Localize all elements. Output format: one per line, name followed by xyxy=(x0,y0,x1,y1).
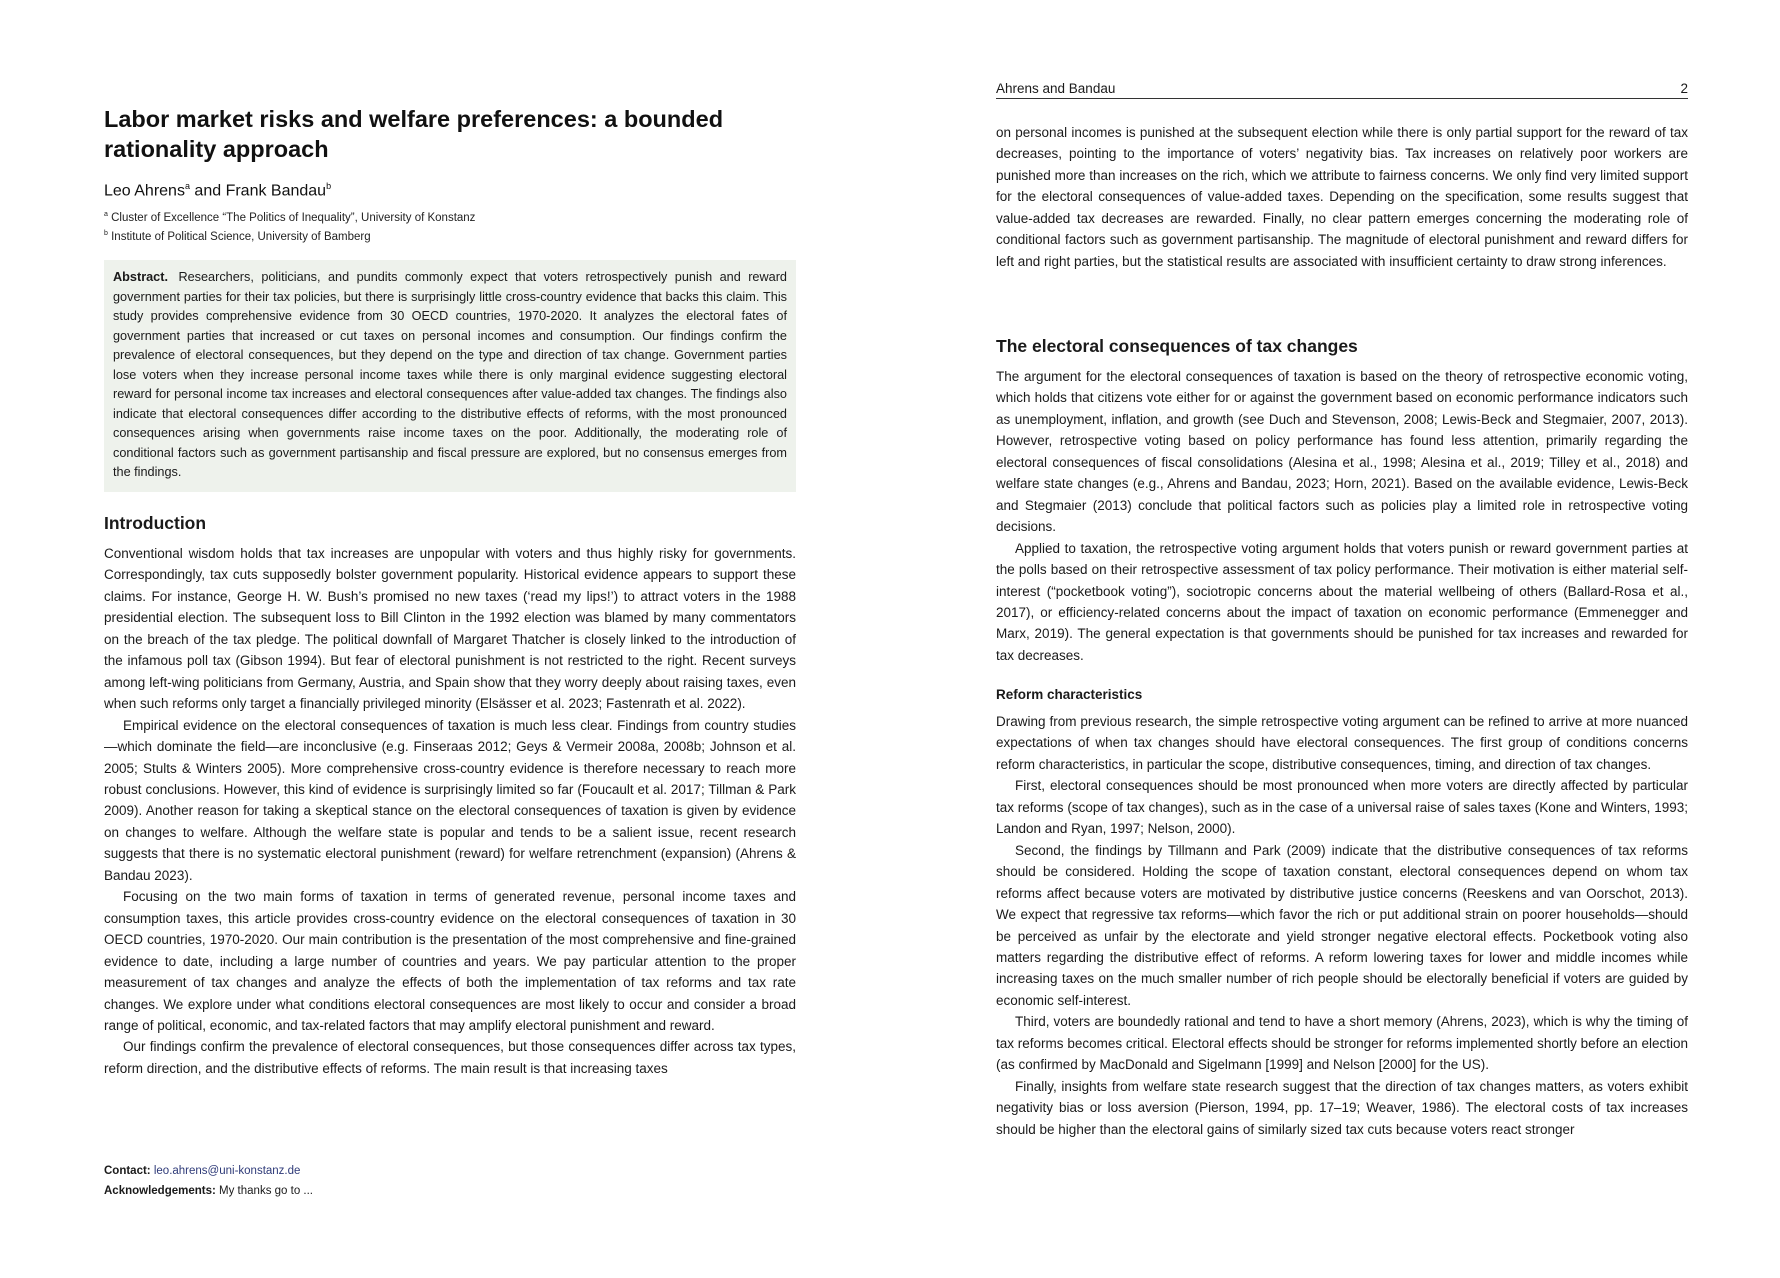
body-paragraph: The argument for the electoral consequences of taxation is based on the theory of retrospective economic voting, which holds that citizens vote either for or against the government based on economic performance indicators such as unemployment, inflation, and growth (see Duch and Stevenson, 2008; Lewis-Beck and Stegmaier, 2007, 2013). However, retrospective voting based on policy performance has found less attention, primarily regarding the electoral consequences of fiscal consolidations (Alesina et al., 1998; Alesina et al., 2019; Tilley et al., 2018) and welfare state changes (e.g., Ahrens and Bandau, 2023; Horn, 2021). Based on the available evidence, Lewis-Beck and Stegmaier (2013) conclude that political factors such as policies play a limited role in retrospective voting decisions. xyxy=(996,369,1688,535)
body-paragraph: Our findings confirm the prevalence of electoral consequences, but those consequences differ across tax types, reform direction, and the distributive effects of reforms. The main result is that increasing taxes xyxy=(104,1039,796,1076)
affiliation-marker: a xyxy=(104,211,108,218)
author-affil-marker: b xyxy=(326,181,332,191)
body-paragraph: on personal incomes is punished at the subsequent election while there is only partial support for the reward of tax decreases, pointing to the importance of voters’ negativity bias. Tax increases on relatively poor workers are punished more than increases on the rich, which we attribute to fairness concerns. We only find very limited support for the electoral consequences of value-added taxes. Depending on the specification, some results suggest that value-added tax decreases are rewarded. Finally, no clear pattern emerges concerning the moderating role of conditional factors such as government partisanship. The magnitude of electoral punishment and reward differs for left and right parties, but the statistical results are associated with insufficient certainty to draw strong inferences. xyxy=(996,125,1688,269)
author-name: Leo Ahrens xyxy=(104,182,185,200)
body-paragraph: Third, voters are boundedly rational and tend to have a short memory (Ahrens, 2023), which is why the timing of tax reforms becomes critical. Electoral effects should be stronger for reforms implemented shortly before an election (as confirmed by MacDonald and Sigelmann [1999] and Nelson [2000] for the US). xyxy=(996,1014,1688,1073)
abstract-label: Abstract. xyxy=(113,270,168,284)
footnote-area xyxy=(104,1161,313,1201)
affiliation-marker: b xyxy=(104,230,108,237)
abstract-text: Researchers, politicians, and pundits commonly expect that voters retrospectively punish and reward government parties for their tax policies, but there is surprisingly little cross-country evidence that backs this claim. This study provides comprehensive evidence from 30 OECD countries, 1970-2020. It analyzes the electoral fates of government parties that increased or cut taxes on personal incomes and consumption. Our findings confirm the prevalence of electoral consequences, but they depend on the type and direction of tax change. Government parties lose voters when they increase personal income taxes while there is only marginal evidence suggesting electoral reward for personal income tax increases and electoral consequences after value-added tax changes. The findings also indicate that electoral consequences differ according to the distributive effects of reforms, with the most pronounced consequences arising when governments raise income taxes on the poor. Additionally, the moderating role of conditional factors such as government partisanship and fiscal pressure are explored, but no consensus emerges from the findings. xyxy=(113,270,787,480)
acknowledgements-text: My thanks go to ... xyxy=(219,1185,313,1197)
contact-line xyxy=(104,1161,313,1181)
body-paragraph: Drawing from previous research, the simple retrospective voting argument can be refined to arrive at more nuanced expectations of when tax changes should have electoral consequences. The first group of conditions concerns reform characteristics, in particular the scope, distributive consequences, timing, and direction of tax changes. xyxy=(996,714,1688,772)
section-heading: The electoral consequences of tax changes xyxy=(996,336,1358,356)
introduction-body xyxy=(104,543,796,1079)
introduction-heading: Introduction xyxy=(104,513,207,533)
body-paragraph: Applied to taxation, the retrospective voting argument holds that voters punish or reward government parties at the polls based on their retrospective assessment of tax policy performance. Their motivation is either material self-interest (“pocketbook voting”), sociotropic concerns about the material wellbeing of others (Ballard-Rosa et al., 2017), or efficiency-related concerns about the impact of taxation on economic performance (Emmenegger and Marx, 2019). The general expectation is that governments should be punished for tax increases and rewarded for tax decreases. xyxy=(996,540,1688,663)
contact-label: Contact: xyxy=(104,1165,151,1177)
body-paragraph: Second, the findings by Tillmann and Park (2009) indicate that the distributive consequences of tax reforms should be considered. Holding the scope of taxation constant, electoral consequences depend on whom tax reforms affect because voters are motivated by distributive justice concerns (Reeskens and van Oorschot, 2013). We expect that regressive tax reforms—which favor the rich or put additional strain on poorer households—should be perceived as unfair by the electorate and yield stronger negative electoral effects. Pocketbook voting also matters regarding the distributive effect of reforms. A reform lowering taxes for lower and middle incomes while increasing taxes on the much smaller number of rich people should be electorally beneficial if voters are guided by economic self-interest. xyxy=(996,842,1688,1008)
body-paragraph: First, electoral consequences should be most pronounced when more voters are directly affected by particular tax reforms (scope of tax changes), such as in the case of a universal raise of sales taxes (Kone and Winters, 1993; Landon and Ryan, 1997; Nelson, 2000). xyxy=(996,778,1688,837)
subsection-heading: Reform characteristics xyxy=(996,687,1143,702)
contact-email-link[interactable]: leo.ahrens@uni-konstanz.de xyxy=(153,1165,301,1177)
subsection-body xyxy=(996,711,1688,1140)
acknowledgements-line xyxy=(104,1181,313,1201)
page-number: 2 xyxy=(1680,81,1688,96)
right-page xyxy=(890,0,1780,1278)
acknowledgements-label: Acknowledgements: xyxy=(104,1185,216,1197)
continuation-text xyxy=(996,122,1688,272)
affiliation-text: Cluster of Excellence “The Politics of Inequality”, University of Konstanz xyxy=(111,211,476,224)
paper-title: Labor market risks and welfare preferences: a bounded rationality approach xyxy=(104,106,724,162)
running-head-authors: Ahrens and Bandau xyxy=(996,81,1116,96)
author-name: Frank Bandau xyxy=(225,182,327,200)
affiliation-text: Institute of Political Science, University of Bamberg xyxy=(111,230,371,243)
abstract-box xyxy=(104,260,796,492)
author-conjunction: and xyxy=(189,182,226,200)
affiliation xyxy=(104,208,475,225)
running-header xyxy=(996,80,1688,99)
author-affil-marker: a xyxy=(184,181,190,191)
section-body xyxy=(996,366,1688,666)
author-line xyxy=(104,176,331,201)
affiliation xyxy=(104,227,371,244)
body-paragraph: Focusing on the two main forms of taxation in terms of generated revenue, personal income taxes and consumption taxes, this article provides cross-country evidence on the electoral consequences of taxation in 30 OECD countries, 1970-2020. Our main contribution is the presentation of the most comprehensive and fine-grained evidence to date, including a large number of countries and years. We pay particular attention to the proper measurement of tax changes and analyze the effects of both the implementation of tax reforms and tax rate changes. We explore under what conditions electoral consequences are most likely to occur and consider a broad range of political, economic, and tax-related factors that may amplify electoral punishment and reward. xyxy=(104,889,796,1033)
body-paragraph: Empirical evidence on the electoral consequences of taxation is much less clear. Findings from country studies—which dominate the field—are inconclusive (e.g. Finseraas 2012; Geys & Vermeir 2008a, 2008b; Johnson et al. 2005; Stults & Winters 2005). More comprehensive cross-country evidence is therefore necessary to reach more robust conclusions. However, this kind of evidence is surprisingly limited so far (Foucault et al. 2017; Tillman & Park 2009). Another reason for taking a skeptical stance on the electoral consequences of taxation is given by evidence on changes to welfare. Although the welfare state is popular and tends to be a salient issue, recent research suggests that there is no systematic electoral punishment (reward) for welfare retrenchment (expansion) (Ahrens & Bandau 2023). xyxy=(104,717,796,883)
body-paragraph: Finally, insights from welfare state research suggest that the direction of tax changes matters, as voters exhibit negativity bias or loss aversion (Pierson, 1994, pp. 17–19; Weaver, 1986). The electoral costs of tax increases should be higher than the electoral gains of similarly sized tax cuts because voters react stronger xyxy=(996,1078,1688,1137)
abstract-paragraph xyxy=(113,268,787,483)
body-paragraph: Conventional wisdom holds that tax increases are unpopular with voters and thus highly risky for governments. Correspondingly, tax cuts supposedly bolster government popularity. Historical evidence appears to support these claims. For instance, George H. W. Bush’s promised no new taxes (‘read my lips!’) to attract voters in the 1988 presidential election. The subsequent loss to Bill Clinton in the 1992 election was blamed by many commentators on the breach of the tax pledge. The political downfall of Margaret Thatcher is closely linked to the introduction of the infamous poll tax (Gibson 1994). But fear of electoral punishment is not restricted to the right. Recent surveys among left-wing politicians from Germany, Austria, and Spain show that they worry deeply about raising taxes, even when such reforms only target a financially privileged minority (Elsässer et al. 2023; Fastenrath et al. 2022). xyxy=(104,546,796,712)
